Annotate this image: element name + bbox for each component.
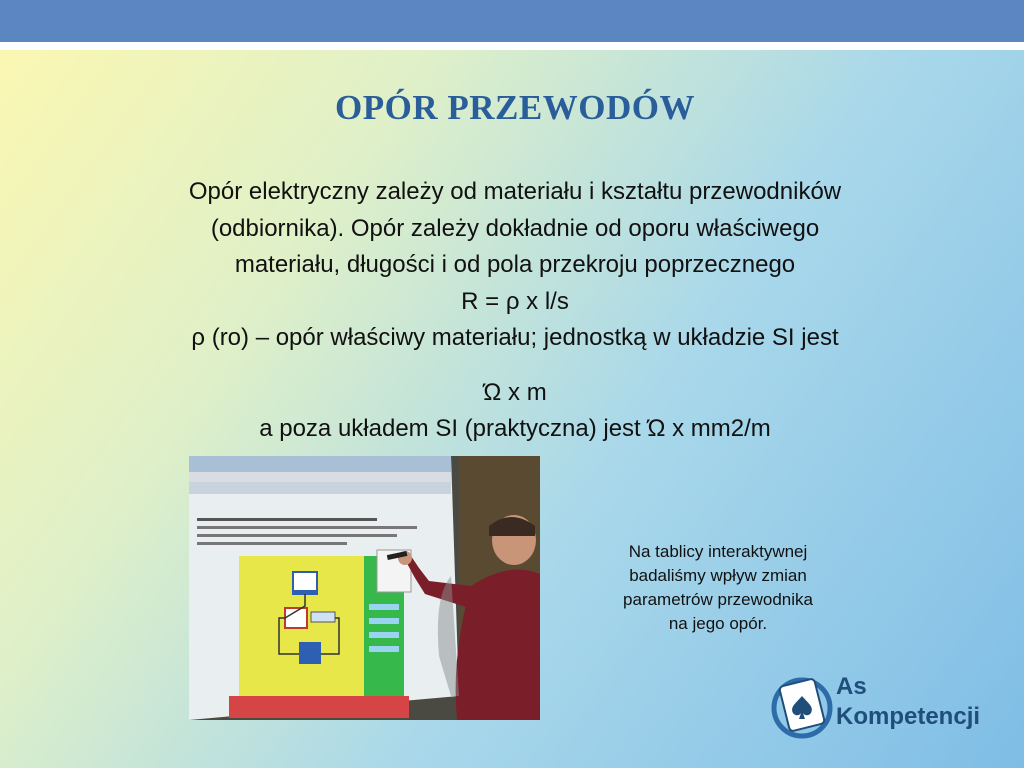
resistance-formula: R = ρ x l/s [461,287,569,315]
si-unit: Ώ x m [483,378,547,406]
logo-wordmark [836,672,980,732]
top-divider [0,42,1024,50]
slide-title: OPÓR PRZEWODÓW [335,88,695,127]
caption-line: Na tablicy interaktywnej [628,542,808,561]
photo-caption [580,540,856,636]
caption-line: parametrów przewodnika [623,590,813,609]
top-bar [0,0,1024,42]
body-line: Opór elektryczny zależy od materiału i kształtu przewodników [188,178,842,205]
logo-line-kompetencji: Kompetencji [836,703,981,730]
photo-illustration [189,456,540,720]
caption-line: na jego opór. [668,614,768,633]
interactive-whiteboard-photo [189,456,540,720]
spacer [60,357,970,375]
body-line: materiału, długości i od pola przekroju poprzecznego [234,251,796,278]
body-line: (odbiornika). Opór zależy dokładnie od oporu właściwego [210,214,820,242]
spade-card-icon [770,672,834,742]
body-text [60,174,970,448]
body-line: ρ (ro) – opór właściwy materiału; jednostką w układzie SI jest [191,324,839,351]
logo-line-as: As [836,673,867,700]
caption-line: badaliśmy wpływ zmian [629,566,807,585]
body-line: a poza układem SI (praktyczna) jest Ώ x mm2/m [259,415,771,442]
as-kompetencji-logo [770,672,1000,742]
